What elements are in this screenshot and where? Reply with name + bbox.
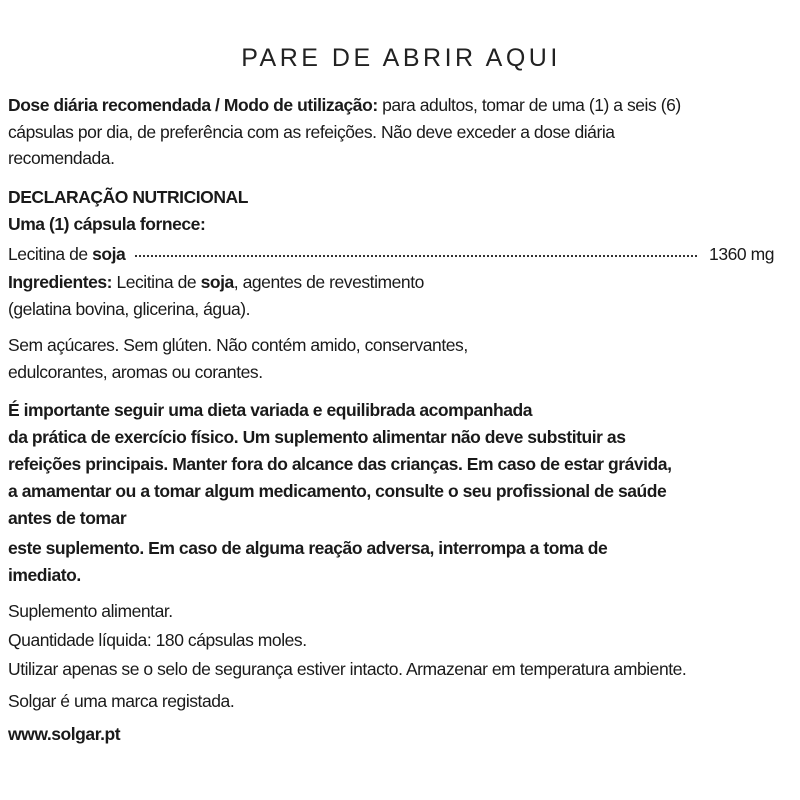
ingredients-line-1: Ingredientes: Lecitina de soja, agentes de revestimento: [8, 272, 424, 292]
serving-size: Uma (1) cápsula fornece:: [8, 214, 206, 234]
free-from-line-2: edulcorantes, aromas ou corantes.: [8, 362, 263, 382]
ingredients-line-2: (gelatina bovina, glicerina, água).: [8, 299, 251, 319]
warning-line: refeições principais. Manter fora do alcance das crianças. Em caso de estar grávida,: [8, 454, 672, 474]
supplement-label: [8, 0, 794, 800]
allergen-soy: soja: [200, 272, 234, 292]
warning-line: da prática de exercício físico. Um suplemento alimentar não deve substituir as: [8, 427, 626, 447]
leader-dots: [135, 254, 697, 257]
nutrition-row-lecithin: [8, 244, 774, 268]
dose-line-3: recomendada.: [8, 148, 115, 168]
nutrient-name: Lecitina de soja: [8, 244, 126, 264]
net-quantity: Quantidade líquida: 180 cápsulas moles.: [8, 630, 307, 650]
warning-line: a amamentar ou a tomar algum medicamento, consulte o seu profissional de saúde: [8, 481, 667, 501]
supplement-statement: Suplemento alimentar.: [8, 601, 173, 621]
dose-label: Dose diária recomendada / Modo de utilização:: [8, 95, 378, 115]
nutrient-amount: 1360 mg: [709, 244, 774, 264]
free-from-line-1: Sem açúcares. Sem glúten. Não contém amido, conservantes,: [8, 335, 468, 355]
warning-line: antes de tomar: [8, 508, 127, 528]
warning-line: imediato.: [8, 565, 81, 585]
dose-line-1: [8, 94, 681, 116]
nutrition-heading: DECLARAÇÃO NUTRICIONAL: [8, 187, 248, 207]
warning-line: este suplemento. Em caso de alguma reação adversa, interrompa a toma de: [8, 538, 608, 558]
trademark-notice: Solgar é uma marca registada.: [8, 691, 235, 711]
ingredients-label: Ingredientes:: [8, 272, 113, 292]
dose-line-2: cápsulas por dia, de preferência com as refeições. Não deve exceder a dose diária: [8, 122, 615, 142]
dose-text: para adultos, tomar de uma (1) a seis (6): [377, 95, 681, 115]
warning-line: É importante seguir uma dieta variada e equilibrada acompanhada: [8, 400, 533, 420]
website-link: www.solgar.pt: [8, 724, 121, 744]
storage-instructions: Utilizar apenas se o selo de segurança estiver intacto. Armazenar em temperatura ambiente.: [8, 659, 687, 679]
stop-opening-notice: PARE DE ABRIR AQUI: [241, 44, 561, 72]
